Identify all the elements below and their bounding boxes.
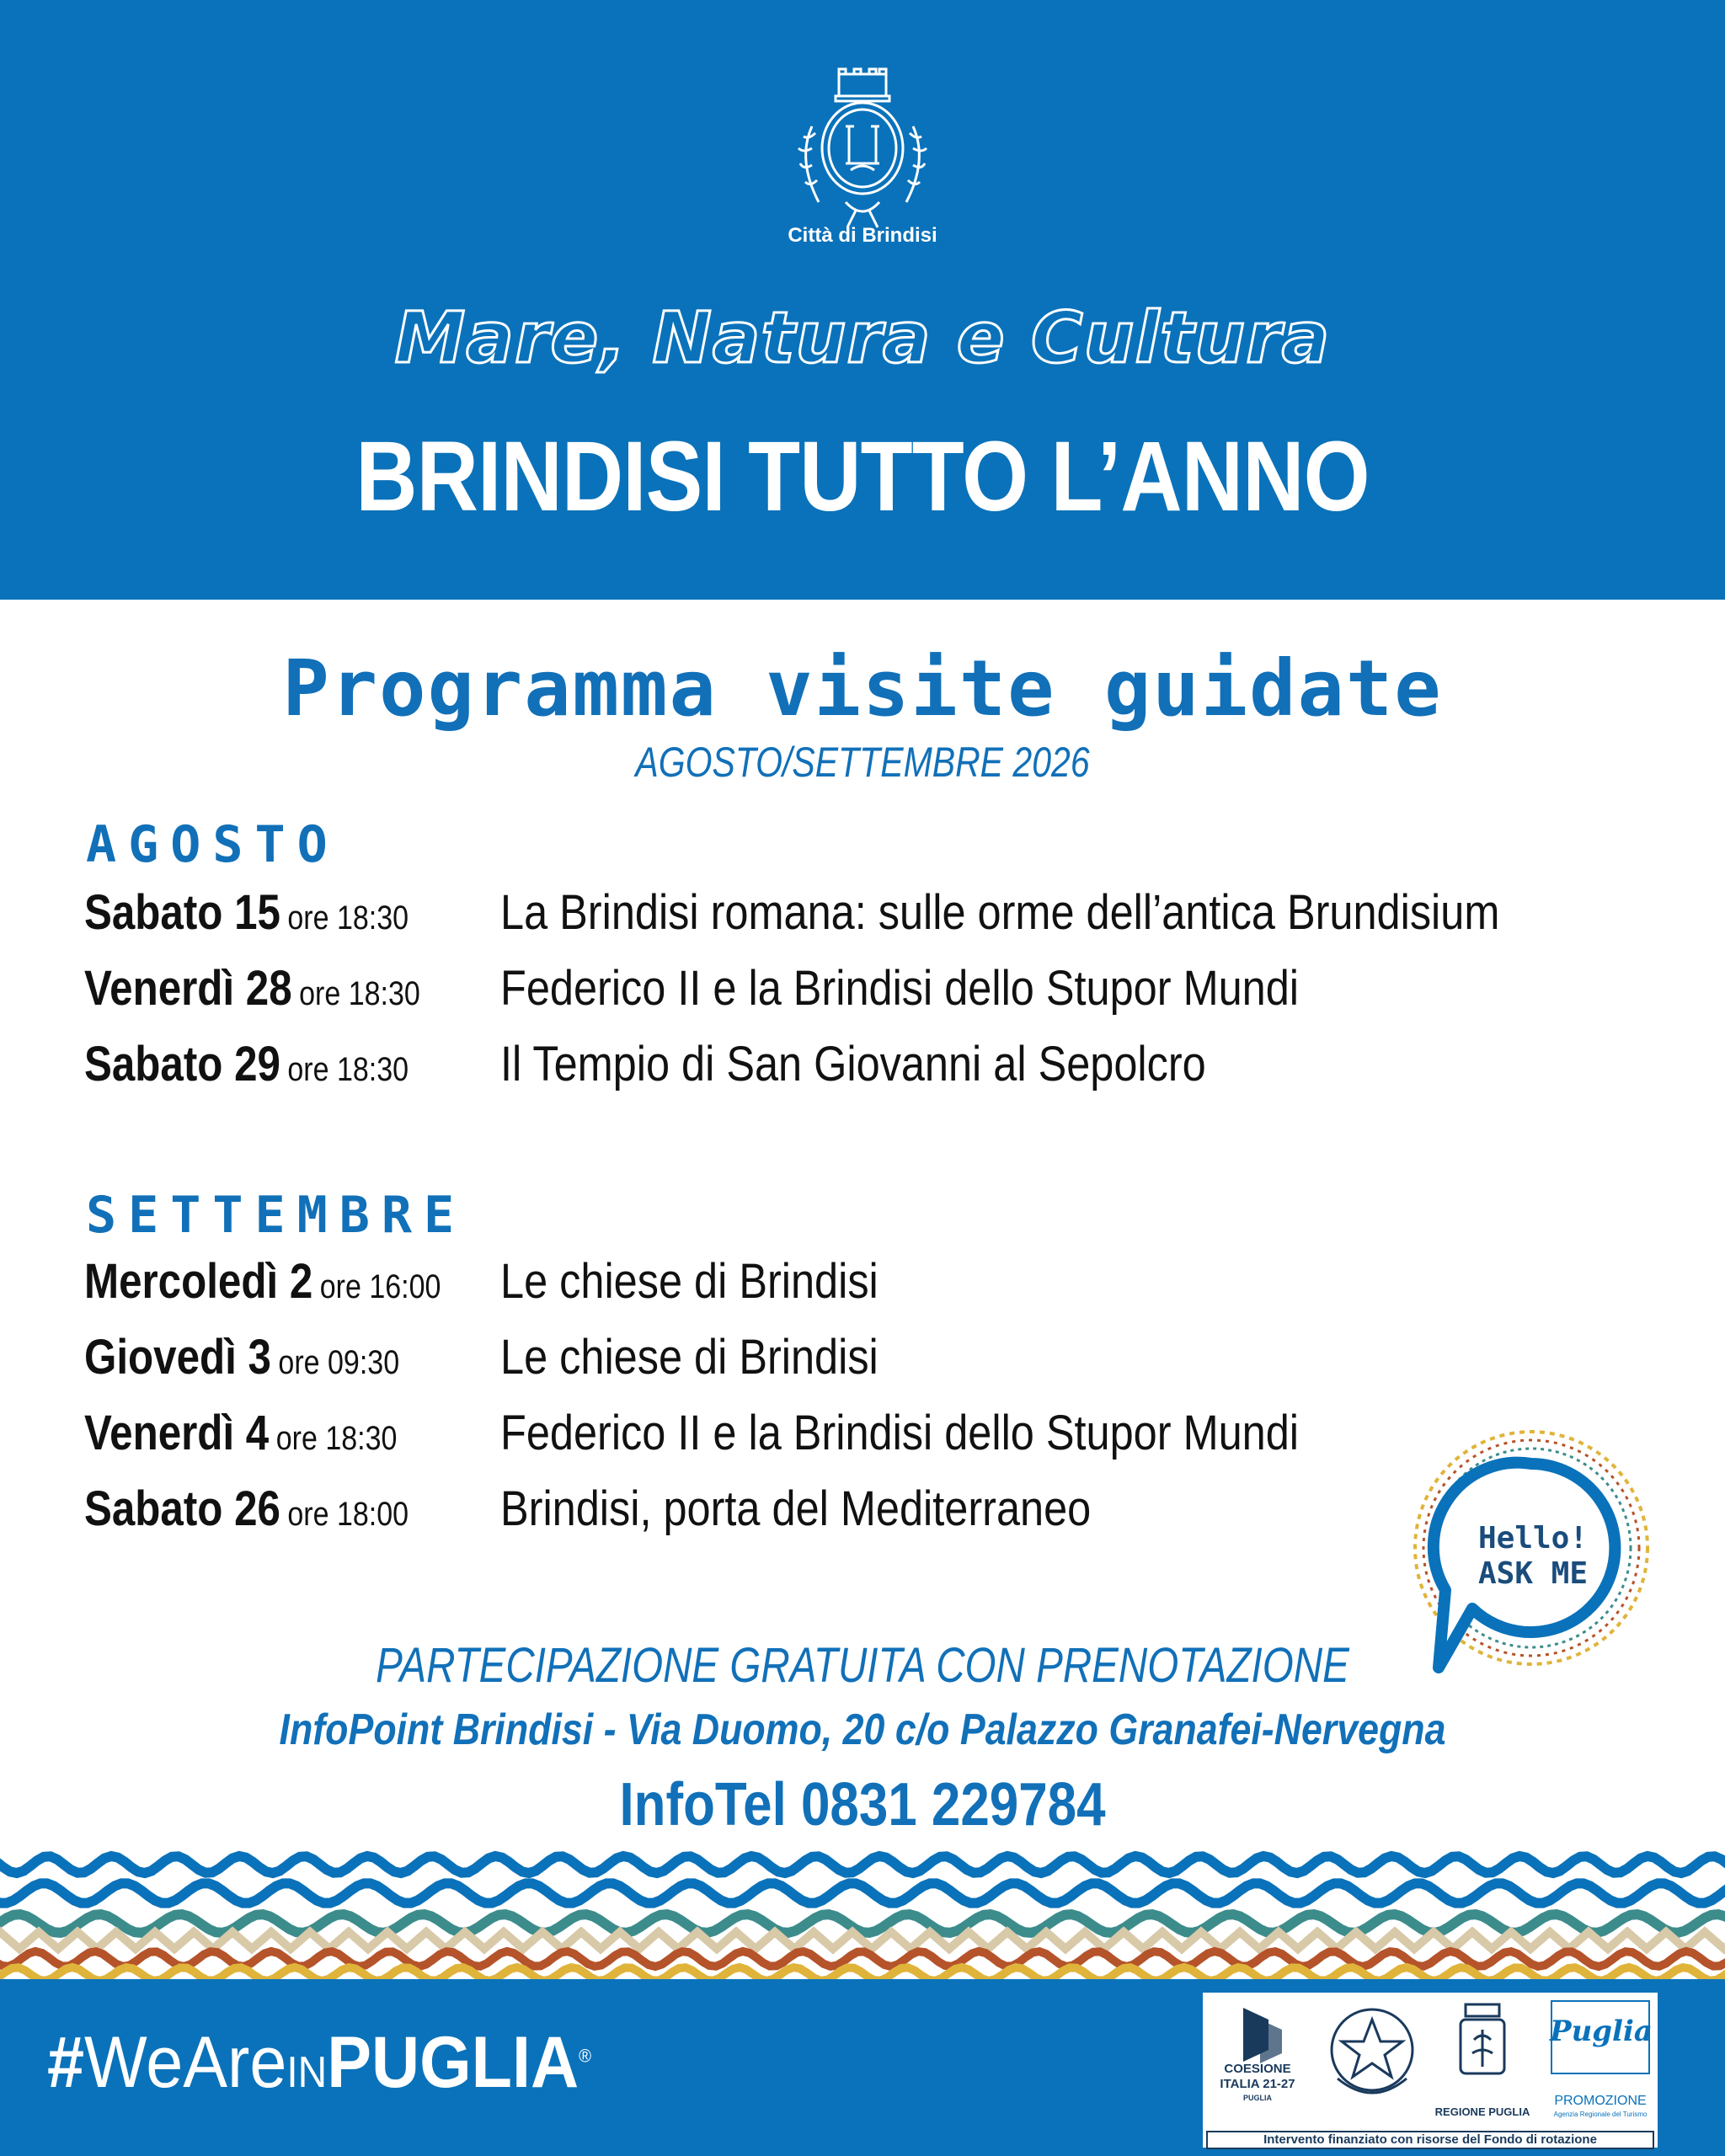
promo-word-label: PROMOZIONE [1554, 2094, 1647, 2108]
program-title: Programma visite guidate [282, 643, 1443, 734]
free-participation-notice: PARTECIPAZIONE GRATUITA CON PRENOTAZIONE [376, 1638, 1349, 1693]
event-day: Venerdì 28 [84, 961, 292, 1016]
coesione-label-2: ITALIA 21-27 [1220, 2077, 1295, 2091]
event-title: La Brindisi romana: sulle orme dell’antica Brundisium [500, 885, 1500, 940]
event-date [84, 960, 420, 1017]
city-crest-icon [787, 67, 938, 236]
event-date [84, 1036, 409, 1092]
event-row [84, 960, 1685, 1036]
coesione-label-3: PUGLIA [1242, 2094, 1272, 2102]
funding-notice: Intervento finanziato con risorse del Fondo di rotazione [1206, 2131, 1654, 2149]
hashtag-symbol: # [47, 2022, 85, 2103]
event-time: ore 16:00 [319, 1268, 441, 1305]
program-subtitle: AGOSTO/SETTEMBRE 2026 [635, 739, 1090, 786]
promo-sub-label: Agenzia Regionale del Turismo [1553, 2111, 1648, 2118]
event-title: Le chiese di Brindisi [500, 1254, 879, 1309]
event-time: ore 18:00 [287, 1496, 409, 1533]
infotel-phone: InfoTel 0831 229784 [619, 1771, 1106, 1838]
badge-line-1: Hello! [1477, 1521, 1589, 1556]
event-title: Federico II e la Brindisi dello Stupor Mundi [500, 961, 1300, 1016]
event-day: Mercoledì 2 [84, 1254, 313, 1309]
event-row [84, 1036, 1685, 1112]
month-heading-agosto: AGOSTO [86, 815, 339, 874]
hashtag-we-are: WeAre [84, 2022, 287, 2103]
event-time: ore 18:30 [299, 975, 420, 1012]
event-title: Brindisi, porta del Mediterraneo [500, 1481, 1092, 1536]
hashtag-puglia: PUGLIA [327, 2022, 579, 2103]
event-date [84, 1405, 397, 1461]
promo-script-label: Puglia [1550, 2015, 1653, 2048]
event-time: ore 18:30 [287, 899, 409, 937]
event-day: Venerdì 4 [84, 1406, 270, 1460]
coesione-label-1: COESIONE [1224, 2062, 1291, 2076]
event-row [84, 1253, 1685, 1329]
event-title: Federico II e la Brindisi dello Stupor Mundi [500, 1406, 1300, 1460]
tagline: Mare, Natura e Cultura [394, 296, 1331, 379]
event-date [84, 884, 409, 941]
month-heading-settembre: SETTEMBRE [86, 1186, 467, 1245]
event-title: Il Tempio di San Giovanni al Sepolcro [500, 1037, 1206, 1091]
event-date [84, 1253, 441, 1310]
event-date [84, 1329, 399, 1385]
italian-republic-emblem-icon [1319, 1996, 1425, 2122]
city-name: Città di Brindisi [788, 224, 937, 247]
regione-puglia-label: REGIONE PUGLIA [1434, 2105, 1530, 2118]
event-row [84, 1329, 1685, 1405]
event-day: Sabato 26 [84, 1481, 280, 1536]
event-day: Sabato 15 [84, 885, 280, 940]
we-are-in-puglia-hashtag [47, 2021, 591, 2105]
event-day: Giovedì 3 [84, 1330, 271, 1385]
event-row [84, 884, 1685, 960]
infopoint-address: InfoPoint Brindisi - Via Duomo, 20 c/o Palazzo Granafei-Nervegna [279, 1705, 1446, 1754]
event-title: Le chiese di Brindisi [500, 1330, 879, 1385]
event-time: ore 18:30 [287, 1051, 409, 1088]
hashtag-in: IN [286, 2048, 328, 2097]
main-title: BRINDISI TUTTO L’ANNO [355, 421, 1370, 532]
event-day: Sabato 29 [84, 1037, 280, 1091]
ask-me-badge-text [1440, 1521, 1626, 1592]
event-time: ore 18:30 [275, 1420, 398, 1457]
decorative-wave-border [0, 1849, 1725, 1979]
badge-line-2: ASK ME [1477, 1556, 1589, 1591]
event-date [84, 1481, 409, 1537]
event-time: ore 09:30 [278, 1344, 400, 1381]
registered-mark: ® [579, 2045, 592, 2067]
